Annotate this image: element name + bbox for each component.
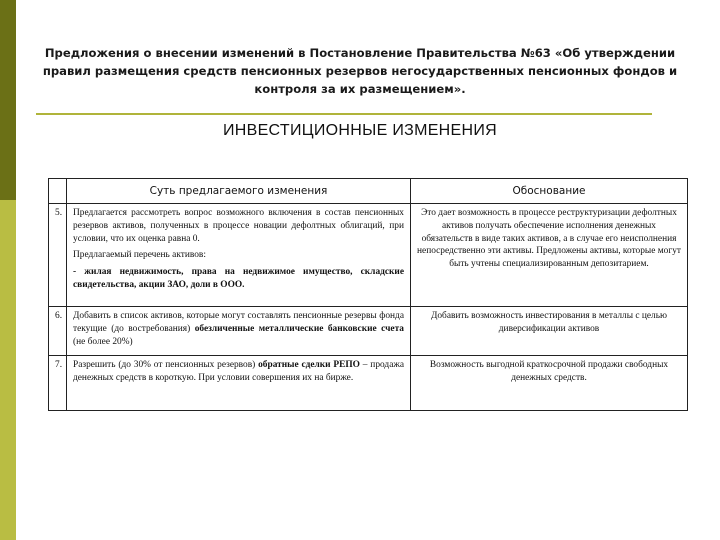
- row-number: 7.: [49, 356, 67, 411]
- sidebar-dark-band: [0, 0, 16, 200]
- table-row: [49, 307, 688, 356]
- title-divider: [36, 113, 652, 115]
- sidebar-decoration: [0, 0, 16, 540]
- row-description: [67, 356, 411, 411]
- investment-changes-table: [48, 178, 688, 411]
- row-description: [67, 307, 411, 356]
- header-number: [49, 179, 67, 204]
- description-list: - жилая недвижимость, права на недвижимое имущество, складские свидетельства, акции ЗАО, доли в ООО.: [73, 267, 404, 290]
- description-main: Добавить в список активов, которые могут составлять пенсионные резервы фонда текущие (до востребования): [73, 311, 404, 334]
- row-reason: Это дает возможность в процессе реструктуризации дефолтных активов получать обеспечение исполнения денежных обязательств в виде таких активов, а в случае его неисполнения непосредственно эти активы. Предложены активы, которые могут быть учтены специализированным депозитарием.: [411, 204, 688, 307]
- header-description: Суть предлагаемого изменения: [67, 179, 411, 204]
- row-number: 6.: [49, 307, 67, 356]
- sidebar-light-band: [0, 200, 16, 540]
- description-tail: – продажа денежных средств в короткую. При условии совершения их на бирже.: [73, 360, 404, 383]
- table-row: [49, 204, 688, 307]
- header-reason: Обоснование: [411, 179, 688, 204]
- section-subtitle: ИНВЕСТИЦИОННЫЕ ИЗМЕНЕНИЯ: [222, 122, 498, 139]
- row-description: [67, 204, 411, 307]
- description-emphasis: обратные сделки РЕПО: [258, 360, 360, 370]
- description-list-label: Предлагаемый перечень активов:: [73, 250, 206, 261]
- row-number: 5.: [49, 204, 67, 307]
- row-reason: Добавить возможность инвестирования в металлы с целью диверсификации активов: [411, 307, 688, 356]
- description-emphasis: обезличенные металлические банковские счета: [194, 323, 404, 334]
- description-tail: (не более 20%): [73, 336, 133, 347]
- table-header-row: [49, 179, 688, 204]
- slide-title: Предложения о внесении изменений в Постановление Правительства №63 «Об утверждении правил размещения средств пенсионных резервов негосударственных пенсионных фондов и контроля за их размещением».: [42, 46, 678, 96]
- table-row: [49, 356, 688, 411]
- row-reason: Возможность выгодной краткосрочной продажи свободных денежных средств.: [411, 356, 688, 411]
- description-main: Разрешить (до 30% от пенсионных резервов): [73, 360, 259, 370]
- description-intro: Предлагается рассмотреть вопрос возможного включения в состав пенсионных резервов активов, полученных в процессе новации дефолтных облигаций, при условии, что их оценка равна 0.: [73, 208, 404, 244]
